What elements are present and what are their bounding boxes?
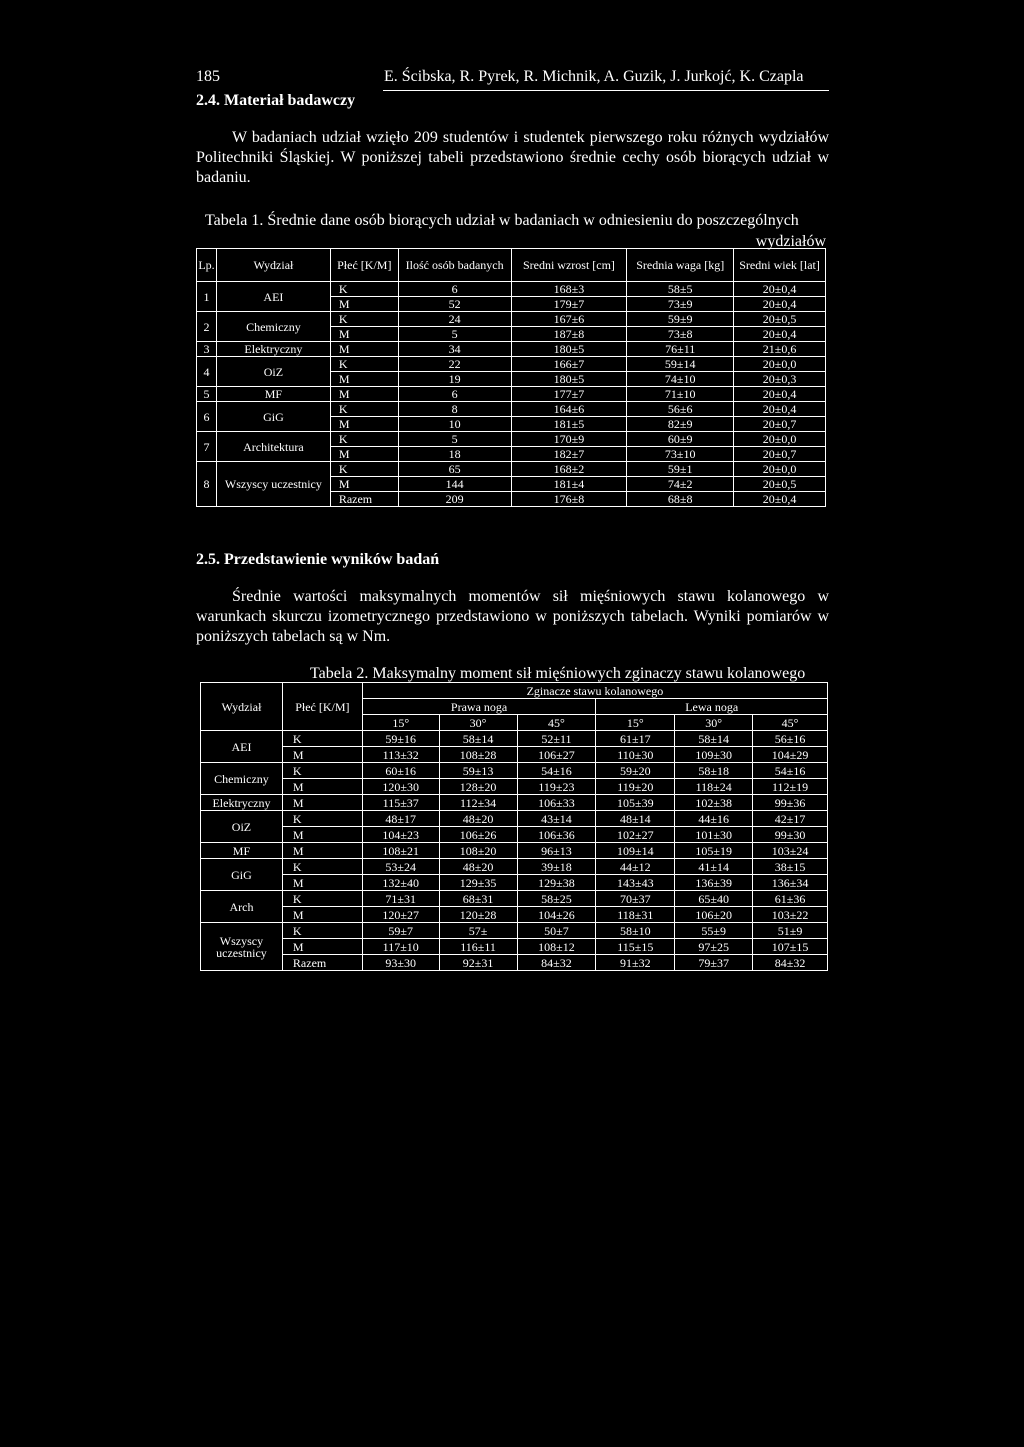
table2-value-cell: 118±31 (596, 907, 675, 923)
table1-value-cell: 209 (398, 492, 511, 507)
table2-value-cell: 106±27 (517, 747, 596, 763)
table2-value-cell: 58±14 (439, 731, 517, 747)
table1-sex-cell: M (330, 447, 398, 462)
table2-value-cell: 84±32 (517, 955, 596, 971)
table1-value-cell: 68±8 (627, 492, 734, 507)
table1-value-cell: 20±0,5 (734, 312, 826, 327)
table2-value-cell: 59±13 (439, 763, 517, 779)
table1-sex-cell: M (330, 297, 398, 312)
table1-value-cell: 176±8 (511, 492, 627, 507)
results-paragraph (196, 587, 829, 647)
table2-sex-cell: M (282, 795, 362, 811)
table1-value-cell: 20±0,3 (734, 372, 826, 387)
table2-faculty-cell: Elektryczny (201, 795, 283, 811)
table1-body (197, 249, 826, 507)
material-paragraph-text: W badaniach udział wzięło 209 studentów i studentek pierwszego roku różnych wydziałów Politechniki Śląskiej. W poniższej tabeli przedstawiono średnie cechy osób biorących udział w badaniu. (196, 129, 829, 186)
table1-value-cell: 144 (398, 477, 511, 492)
table2-header-angle: 45° (753, 715, 828, 731)
table1-header-row (197, 249, 826, 282)
table2-faculty-cell: MF (201, 843, 283, 859)
table2-value-cell: 58±10 (596, 923, 675, 939)
table1-value-cell: 182±7 (511, 447, 627, 462)
table1-value-cell: 20±0,5 (734, 477, 826, 492)
table2-sex-cell: K (282, 923, 362, 939)
table2-faculty-cell: Arch (201, 891, 283, 923)
table1-value-cell: 20±0,0 (734, 432, 826, 447)
table2-value-cell: 52±11 (517, 731, 596, 747)
table2-sex-cell: M (282, 843, 362, 859)
table1-sex-cell: M (330, 372, 398, 387)
table2-header-angle: 30° (439, 715, 517, 731)
table2-value-cell: 59±20 (596, 763, 675, 779)
table2-value-cell: 59±7 (362, 923, 439, 939)
table1-value-cell: 59±14 (627, 357, 734, 372)
table1-value-cell: 65 (398, 462, 511, 477)
table-row (201, 731, 828, 747)
table-row (197, 357, 826, 372)
table1-value-cell: 20±0,4 (734, 387, 826, 402)
table1-value-cell: 73±8 (627, 327, 734, 342)
table2-value-cell: 48±20 (439, 859, 517, 875)
table2-caption: Tabela 2. Maksymalny moment sił mięśniowych zginaczy stawu kolanowego (310, 665, 806, 682)
table1-lp-cell: 5 (197, 387, 217, 402)
page-number: 185 (196, 68, 220, 85)
table2-value-cell: 96±13 (517, 843, 596, 859)
table2-value-cell: 104±26 (517, 907, 596, 923)
table1-lp-cell: 3 (197, 342, 217, 357)
table2-sex-cell: M (282, 907, 362, 923)
table2-value-cell: 117±10 (362, 939, 439, 955)
table2-value-cell: 60±16 (362, 763, 439, 779)
table1-value-cell: 34 (398, 342, 511, 357)
table1-value-cell: 74±10 (627, 372, 734, 387)
table1-value-cell: 180±5 (511, 342, 627, 357)
table2-sex-cell: K (282, 859, 362, 875)
table2-value-cell: 106±33 (517, 795, 596, 811)
table2-sex-cell: M (282, 939, 362, 955)
table2-value-cell: 103±22 (753, 907, 828, 923)
table2-value-cell: 105±39 (596, 795, 675, 811)
table1-sex-cell: K (330, 282, 398, 297)
table2-value-cell: 59±16 (362, 731, 439, 747)
table2-value-cell: 136±34 (753, 875, 828, 891)
table1-value-cell: 22 (398, 357, 511, 372)
header-rule (383, 90, 829, 91)
table2-value-cell: 115±37 (362, 795, 439, 811)
material-paragraph (196, 128, 829, 188)
table2-value-cell: 79±37 (675, 955, 753, 971)
table1-value-cell: 180±5 (511, 372, 627, 387)
table2-sex-cell: K (282, 763, 362, 779)
table2-faculty-cell: AEI (201, 731, 283, 763)
table2-value-cell: 51±9 (753, 923, 828, 939)
table2-value-cell: 120±27 (362, 907, 439, 923)
table-row (197, 282, 826, 297)
table-row (201, 939, 828, 955)
table1-sex-cell: M (330, 477, 398, 492)
table2-sex-cell: Razem (282, 955, 362, 971)
table1-faculty-cell: Elektryczny (216, 342, 330, 357)
table2-value-cell: 108±20 (439, 843, 517, 859)
table1-value-cell: 76±11 (627, 342, 734, 357)
table1-faculty-cell: Architektura (216, 432, 330, 462)
table-row (197, 387, 826, 402)
table2-faculty-cell: GiG (201, 859, 283, 891)
table2-header-angle: 15° (596, 715, 675, 731)
table-row (201, 779, 828, 795)
table1-lp-cell: 2 (197, 312, 217, 342)
table2-header-row-1 (201, 683, 828, 699)
table1-value-cell: 168±2 (511, 462, 627, 477)
table1-faculty-cell: Chemiczny (216, 312, 330, 342)
table1-header-wiek: Sredni wiek [lat] (734, 249, 826, 282)
table1-value-cell: 21±0,6 (734, 342, 826, 357)
table-row (201, 827, 828, 843)
table-row (197, 402, 826, 417)
table-row (201, 763, 828, 779)
table2-value-cell: 55±9 (675, 923, 753, 939)
table1-value-cell: 82±9 (627, 417, 734, 432)
table1-sex-cell: K (330, 312, 398, 327)
table2-value-cell: 143±43 (596, 875, 675, 891)
table1-header-wydzial: Wydział (216, 249, 330, 282)
table1-sex-cell: M (330, 387, 398, 402)
table1-value-cell: 58±5 (627, 282, 734, 297)
table1-sex-cell: Razem (330, 492, 398, 507)
table2-value-cell: 84±32 (753, 955, 828, 971)
table1-value-cell: 168±3 (511, 282, 627, 297)
table1-sex-cell: K (330, 402, 398, 417)
table2-value-cell: 112±19 (753, 779, 828, 795)
table1-value-cell: 181±5 (511, 417, 627, 432)
table2-value-cell: 93±30 (362, 955, 439, 971)
table1-header-wzrost: Sredni wzrost [cm] (511, 249, 627, 282)
table1-faculty-cell: Wszyscy uczestnicy (216, 462, 330, 507)
table1-value-cell: 170±9 (511, 432, 627, 447)
table-row (201, 747, 828, 763)
table1-value-cell: 71±10 (627, 387, 734, 402)
table2-faculty-cell: OiZ (201, 811, 283, 843)
table2-value-cell: 91±32 (596, 955, 675, 971)
table-row (197, 432, 826, 447)
table2-value-cell: 104±29 (753, 747, 828, 763)
table1-value-cell: 59±9 (627, 312, 734, 327)
table1-value-cell: 10 (398, 417, 511, 432)
table2-value-cell: 107±15 (753, 939, 828, 955)
table2-value-cell: 136±39 (675, 875, 753, 891)
table2-value-cell: 99±36 (753, 795, 828, 811)
table2-header-right-leg: Prawa noga (362, 699, 596, 715)
table-row (197, 312, 826, 327)
table-row (201, 907, 828, 923)
table2-value-cell: 56±16 (753, 731, 828, 747)
table2-value-cell: 61±17 (596, 731, 675, 747)
table2-value-cell: 48±20 (439, 811, 517, 827)
table2-value-cell: 48±14 (596, 811, 675, 827)
table1-header-waga: Srednia waga [kg] (627, 249, 734, 282)
table1-caption-line1: Tabela 1. Średnie dane osób biorących udział w badaniach w odniesieniu do poszczególnych (205, 212, 799, 229)
table2-sex-cell: M (282, 779, 362, 795)
table1-value-cell: 5 (398, 327, 511, 342)
table1-sex-cell: K (330, 462, 398, 477)
table1-value-cell: 20±0,4 (734, 492, 826, 507)
table2-value-cell: 129±38 (517, 875, 596, 891)
running-header-authors: E. Ścibska, R. Pyrek, R. Michnik, A. Guzik, J. Jurkojć, K. Czapla (384, 68, 804, 85)
table2-value-cell: 50±7 (517, 923, 596, 939)
table1-value-cell: 20±0,4 (734, 297, 826, 312)
table2-value-cell: 97±25 (675, 939, 753, 955)
table2-value-cell: 112±34 (439, 795, 517, 811)
table2-value-cell: 106±26 (439, 827, 517, 843)
table1-value-cell: 187±8 (511, 327, 627, 342)
table1-sex-cell: K (330, 357, 398, 372)
table1-value-cell: 18 (398, 447, 511, 462)
table1-caption (205, 210, 826, 252)
table2-value-cell: 109±14 (596, 843, 675, 859)
table2 (200, 682, 828, 971)
table2-value-cell: 57± (439, 923, 517, 939)
table2-value-cell: 41±14 (675, 859, 753, 875)
table2-value-cell: 118±24 (675, 779, 753, 795)
table1-header-plec: Płeć [K/M] (330, 249, 398, 282)
table2-value-cell: 108±21 (362, 843, 439, 859)
table2-value-cell: 58±14 (675, 731, 753, 747)
table2-value-cell: 120±28 (439, 907, 517, 923)
table2-value-cell: 105±19 (675, 843, 753, 859)
section-title-results: 2.5. Przedstawienie wyników badań (196, 551, 440, 568)
table1-value-cell: 20±0,0 (734, 357, 826, 372)
table2-header-wydzial: Wydział (201, 683, 283, 731)
table1-value-cell: 166±7 (511, 357, 627, 372)
table2-header-angle: 45° (517, 715, 596, 731)
table-row (201, 795, 828, 811)
table1-value-cell: 73±10 (627, 447, 734, 462)
table2-sex-cell: K (282, 731, 362, 747)
table1-value-cell: 6 (398, 282, 511, 297)
table2-value-cell: 38±15 (753, 859, 828, 875)
table2-value-cell: 106±36 (517, 827, 596, 843)
table1-lp-cell: 4 (197, 357, 217, 387)
table2-header-left-leg: Lewa noga (596, 699, 828, 715)
table2-value-cell: 106±20 (675, 907, 753, 923)
table2-value-cell: 120±30 (362, 779, 439, 795)
table2-value-cell: 113±32 (362, 747, 439, 763)
table2-value-cell: 110±30 (596, 747, 675, 763)
table1-value-cell: 181±4 (511, 477, 627, 492)
table1-value-cell: 8 (398, 402, 511, 417)
table1-value-cell: 20±0,0 (734, 462, 826, 477)
table1-value-cell: 164±6 (511, 402, 627, 417)
table1-value-cell: 177±7 (511, 387, 627, 402)
table1-value-cell: 60±9 (627, 432, 734, 447)
table1-value-cell: 5 (398, 432, 511, 447)
table1 (196, 248, 826, 507)
table2-value-cell: 53±24 (362, 859, 439, 875)
table1-lp-cell: 7 (197, 432, 217, 462)
table2-value-cell: 119±23 (517, 779, 596, 795)
table2-value-cell: 116±11 (439, 939, 517, 955)
table2-value-cell: 102±27 (596, 827, 675, 843)
table2-sex-cell: M (282, 747, 362, 763)
table2-value-cell: 128±20 (439, 779, 517, 795)
table2-sex-cell: K (282, 811, 362, 827)
table1-header-ilosc: Ilość osób badanych (398, 249, 511, 282)
table2-header-angle: 30° (675, 715, 753, 731)
table1-caption-line2: wydziałów (755, 233, 826, 250)
table2-sex-cell: K (282, 891, 362, 907)
table2-value-cell: 119±20 (596, 779, 675, 795)
table2-faculty-cell: Chemiczny (201, 763, 283, 795)
table2-value-cell: 54±16 (517, 763, 596, 779)
table2-value-cell: 42±17 (753, 811, 828, 827)
table1-value-cell: 19 (398, 372, 511, 387)
table2-value-cell: 70±37 (596, 891, 675, 907)
table1-lp-cell: 8 (197, 462, 217, 507)
table2-value-cell: 103±24 (753, 843, 828, 859)
table2-value-cell: 99±30 (753, 827, 828, 843)
table2-value-cell: 68±31 (439, 891, 517, 907)
table1-header-lp: Lp. (197, 249, 217, 282)
table2-value-cell: 39±18 (517, 859, 596, 875)
table2-body (201, 683, 828, 971)
table2-value-cell: 71±31 (362, 891, 439, 907)
table1-lp-cell: 1 (197, 282, 217, 312)
table2-value-cell: 108±12 (517, 939, 596, 955)
table2-value-cell: 44±12 (596, 859, 675, 875)
table1-faculty-cell: OiZ (216, 357, 330, 387)
table1-value-cell: 20±0,4 (734, 327, 826, 342)
table2-value-cell: 58±25 (517, 891, 596, 907)
table1-lp-cell: 6 (197, 402, 217, 432)
table2-value-cell: 101±30 (675, 827, 753, 843)
table2-value-cell: 115±15 (596, 939, 675, 955)
table1-value-cell: 24 (398, 312, 511, 327)
table2-value-cell: 43±14 (517, 811, 596, 827)
table1-value-cell: 6 (398, 387, 511, 402)
table1-sex-cell: M (330, 342, 398, 357)
table1-value-cell: 20±0,7 (734, 447, 826, 462)
table2-value-cell: 61±36 (753, 891, 828, 907)
table1-value-cell: 52 (398, 297, 511, 312)
table1-faculty-cell: MF (216, 387, 330, 402)
table-row (201, 923, 828, 939)
table1-value-cell: 73±9 (627, 297, 734, 312)
table-row (201, 811, 828, 827)
table2-value-cell: 104±23 (362, 827, 439, 843)
table-row (197, 462, 826, 477)
table2-value-cell: 44±16 (675, 811, 753, 827)
table2-value-cell: 48±17 (362, 811, 439, 827)
table1-value-cell: 20±0,7 (734, 417, 826, 432)
table1-value-cell: 59±1 (627, 462, 734, 477)
table-row (201, 859, 828, 875)
table2-header-group: Zginacze stawu kolanowego (362, 683, 827, 699)
table2-faculty-cell: Wszyscy uczestnicy (201, 923, 283, 971)
table2-value-cell: 109±30 (675, 747, 753, 763)
section-title-material: 2.4. Materiał badawczy (196, 92, 356, 109)
table2-header-plec: Płeć [K/M] (282, 683, 362, 731)
table1-sex-cell: M (330, 327, 398, 342)
table1-faculty-cell: GiG (216, 402, 330, 432)
table2-sex-cell: M (282, 875, 362, 891)
table2-value-cell: 129±35 (439, 875, 517, 891)
table-row (201, 955, 828, 971)
table1-value-cell: 179±7 (511, 297, 627, 312)
table1-faculty-cell: AEI (216, 282, 330, 312)
results-paragraph-text: Średnie wartości maksymalnych momentów sił mięśniowych stawu kolanowego w warunkach skurczu izometrycznego przedstawiono w poniższych tabelach. Wyniki pomiarów w poniższych tabelach są w Nm. (196, 588, 829, 645)
table1-sex-cell: M (330, 417, 398, 432)
table2-value-cell: 58±18 (675, 763, 753, 779)
table-row (201, 843, 828, 859)
table1-value-cell: 74±2 (627, 477, 734, 492)
table1-value-cell: 56±6 (627, 402, 734, 417)
table2-value-cell: 65±40 (675, 891, 753, 907)
table1-value-cell: 20±0,4 (734, 402, 826, 417)
table1-value-cell: 20±0,4 (734, 282, 826, 297)
table1-sex-cell: K (330, 432, 398, 447)
table-row (201, 875, 828, 891)
table2-header-angle: 15° (362, 715, 439, 731)
table1-value-cell: 167±6 (511, 312, 627, 327)
table2-value-cell: 108±28 (439, 747, 517, 763)
table2-value-cell: 92±31 (439, 955, 517, 971)
table2-value-cell: 132±40 (362, 875, 439, 891)
table2-value-cell: 54±16 (753, 763, 828, 779)
table-row (197, 342, 826, 357)
table-row (201, 891, 828, 907)
table2-value-cell: 102±38 (675, 795, 753, 811)
table2-sex-cell: M (282, 827, 362, 843)
